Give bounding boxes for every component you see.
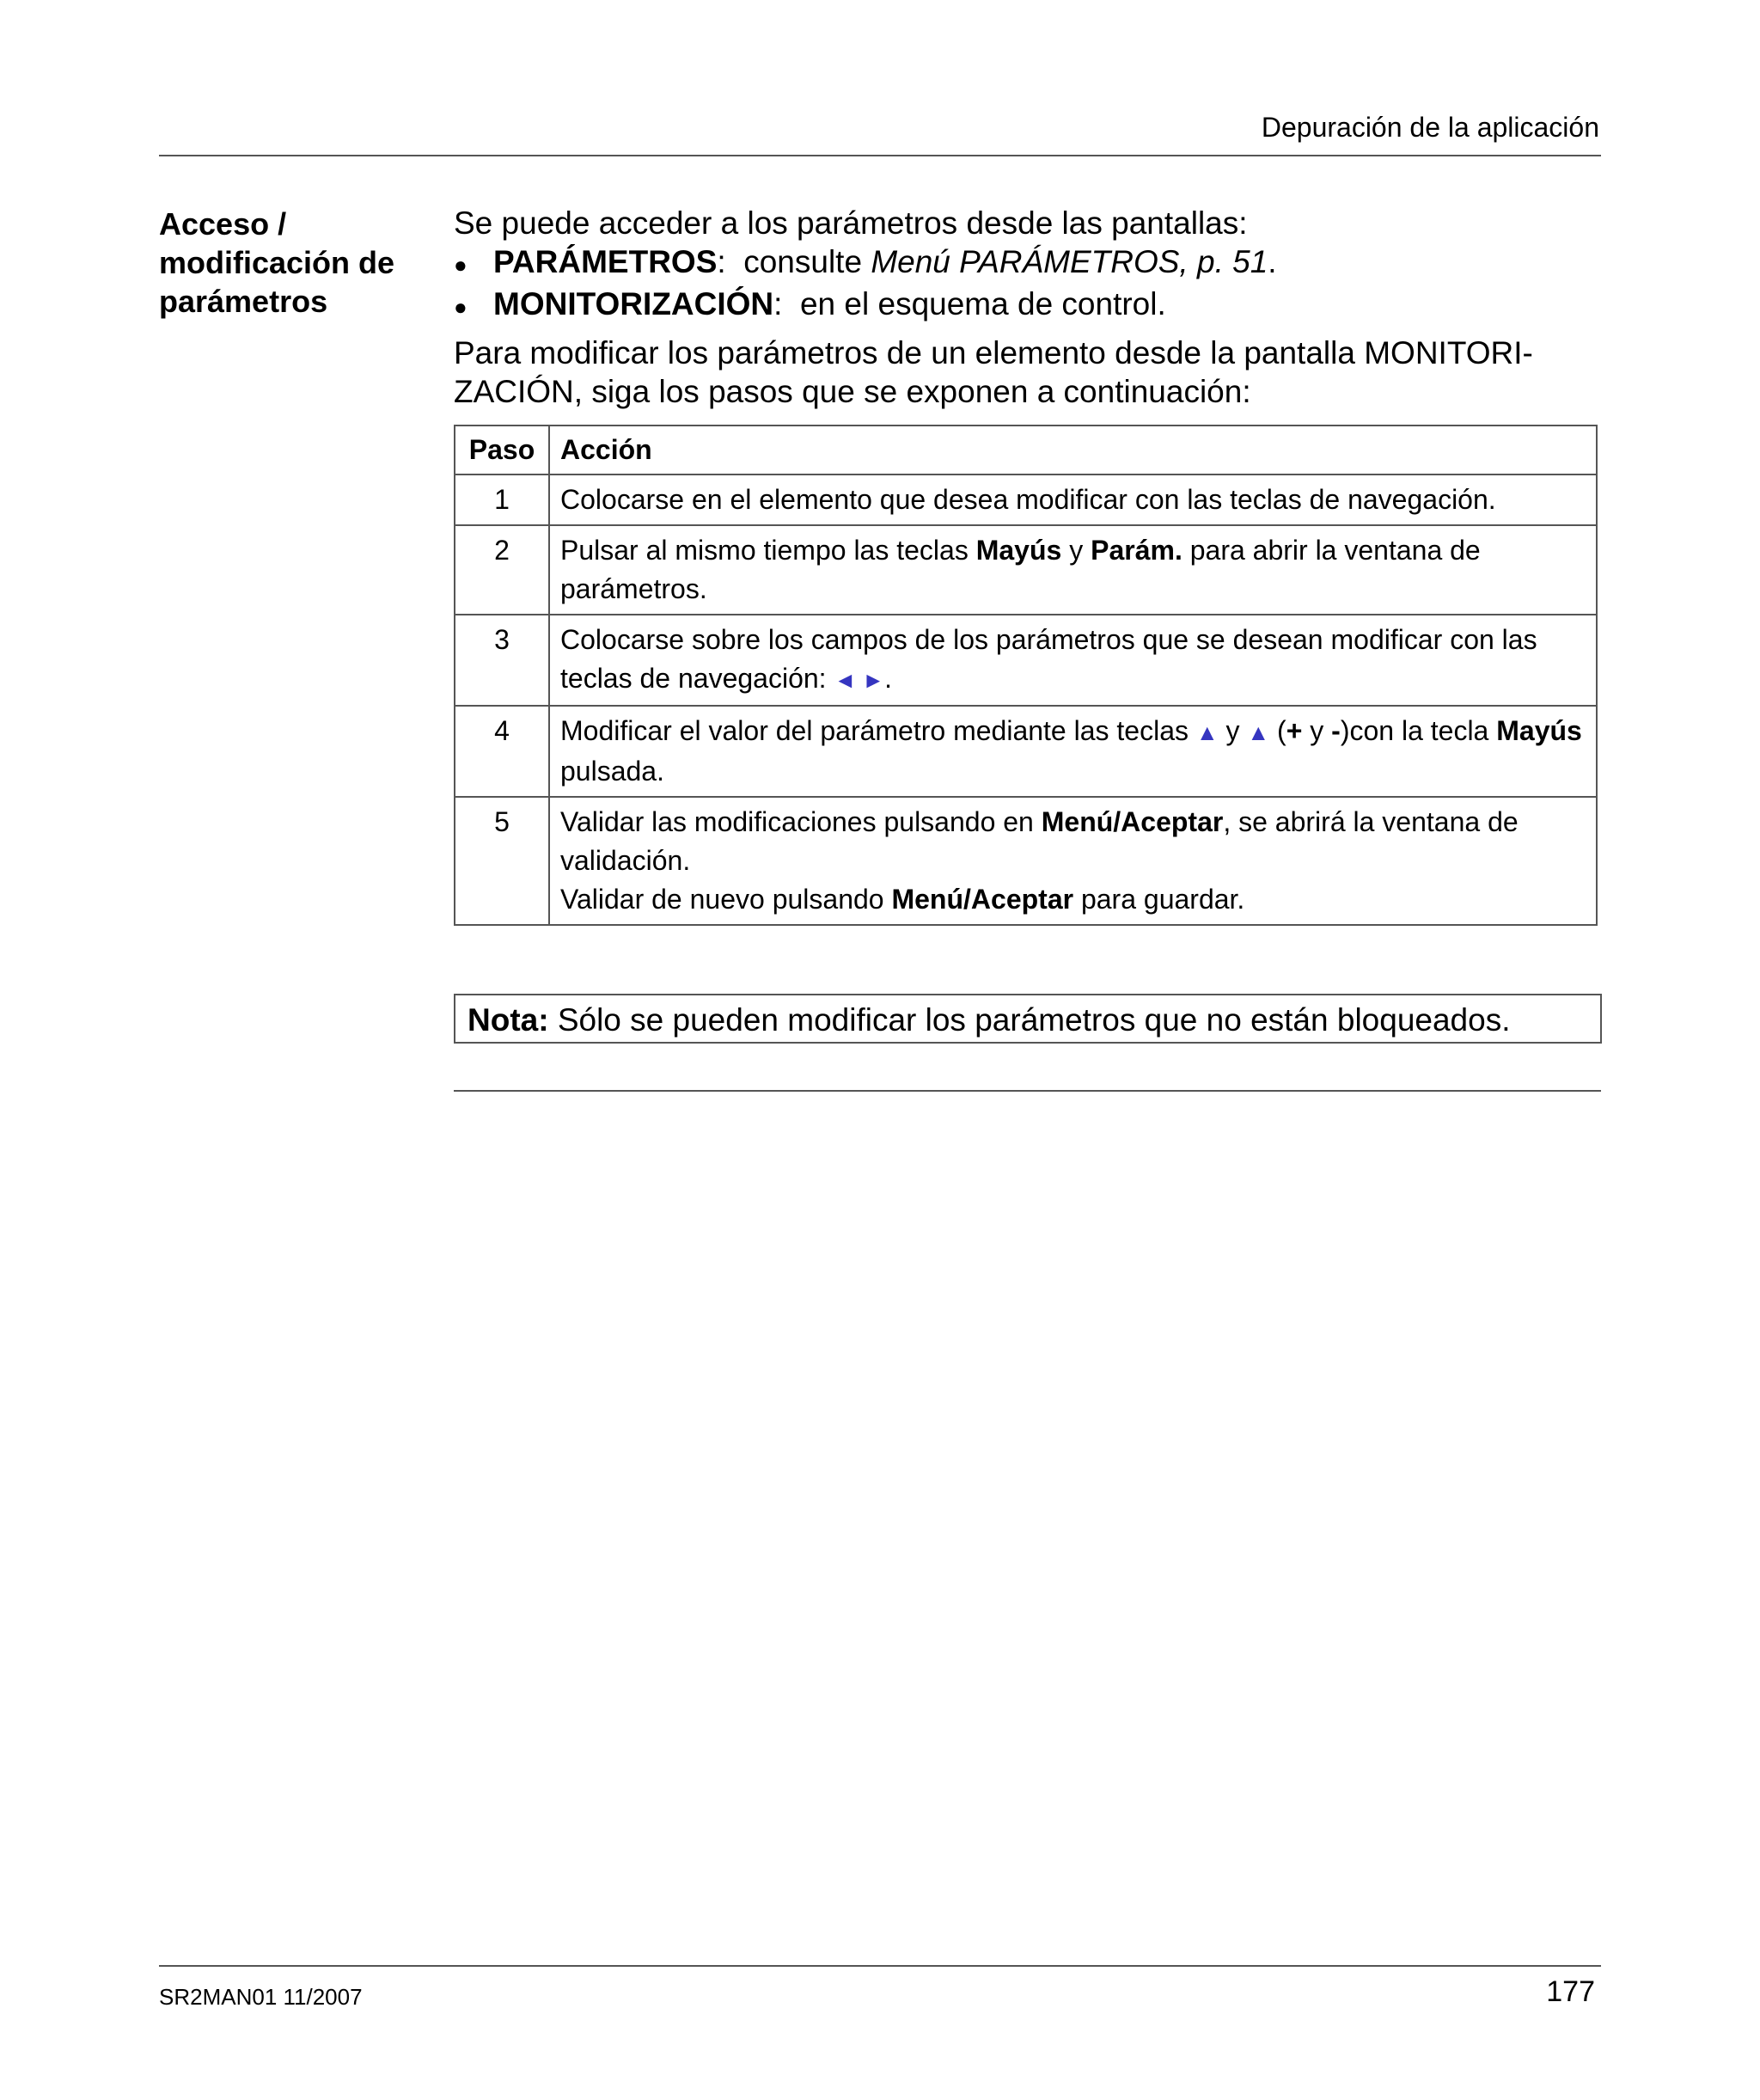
table-row	[455, 615, 1597, 706]
document-code: SR2MAN01 11/2007	[159, 1984, 363, 2010]
action-text: para abrir la ventana de parámetros.	[560, 535, 1481, 604]
step-action	[549, 706, 1597, 797]
bullet-item	[454, 285, 1605, 327]
up-arrow-icon: ▲	[1247, 719, 1270, 745]
note-box	[454, 994, 1602, 1044]
action-text: pulsada.	[560, 756, 664, 787]
column-header-action: Acción	[549, 426, 1597, 474]
action-text: y	[1218, 715, 1248, 746]
action-text: Colocarse sobre los campos de los parámetros que se desean modificar con las teclas de navegación:	[560, 624, 1537, 694]
steps-table-body	[455, 474, 1597, 925]
action-text: )con la tecla	[1340, 715, 1497, 746]
cross-reference-link[interactable]: Menú PARÁMETROS, p. 51	[871, 244, 1268, 279]
key-name: Menú/Aceptar	[1041, 806, 1224, 837]
footer-rule	[159, 1965, 1601, 1967]
section-end-rule	[454, 1090, 1601, 1092]
key-name: Parám.	[1091, 535, 1182, 566]
key-name: Mayús	[975, 535, 1062, 566]
key-name: +	[1286, 715, 1303, 746]
column-header-step: Paso	[455, 426, 549, 474]
up-arrow-icon: ▲	[1195, 719, 1219, 745]
key-name: Mayús	[1496, 715, 1582, 746]
page-number: 177	[1546, 1975, 1595, 2008]
key-name: -	[1331, 715, 1341, 746]
section-title-line: Acceso /	[159, 206, 287, 242]
instructions-paragraph	[454, 334, 1605, 411]
bullet-sep: :	[717, 244, 744, 279]
step-number: 2	[455, 525, 549, 615]
bullet-end: .	[1268, 244, 1277, 279]
step-action	[549, 525, 1597, 615]
steps-table	[454, 425, 1598, 926]
table-row	[455, 525, 1597, 615]
key-name: Menú/Aceptar	[891, 884, 1074, 915]
intro-line: Se puede acceder a los parámetros desde las pantallas:	[454, 205, 1248, 241]
step-number: 4	[455, 706, 549, 797]
table-header-row	[455, 426, 1597, 474]
step-action	[549, 615, 1597, 706]
step-action	[549, 474, 1597, 525]
bullet-item	[454, 242, 1605, 285]
action-text: Modificar el valor del parámetro mediante las teclas	[560, 715, 1196, 746]
action-text: Validar de nuevo pulsando	[560, 884, 892, 915]
action-text: (	[1269, 715, 1286, 746]
step-number: 5	[455, 797, 549, 925]
bullet-icon: ●	[454, 294, 468, 320]
section-title-line: modificación de	[159, 245, 395, 280]
bullet-text	[493, 242, 1277, 281]
bullet-text	[493, 285, 1166, 323]
bullet-plain: en el esquema de control.	[799, 286, 1166, 321]
action-text: Validar las modificaciones pulsando en	[560, 806, 1042, 837]
table-row	[455, 706, 1597, 797]
action-text: y	[1302, 715, 1332, 746]
running-header: Depuración de la aplicación	[1261, 112, 1599, 143]
intro-block	[454, 204, 1605, 327]
note-label: Nota:	[468, 1002, 549, 1038]
bullet-sep: :	[773, 286, 800, 321]
bullet-plain: consulte	[743, 244, 871, 279]
table-row	[455, 797, 1597, 925]
left-right-arrow-icons: ◄ ►	[834, 667, 885, 693]
section-title	[159, 205, 434, 321]
paragraph-line: ZACIÓN, siga los pasos que se exponen a continuación:	[454, 374, 1251, 409]
bullet-bold: MONITORIZACIÓN	[493, 286, 774, 321]
action-text: Pulsar al mismo tiempo las teclas	[560, 535, 976, 566]
step-number: 1	[455, 474, 549, 525]
bullet-icon: ●	[454, 252, 468, 278]
section-title-line: parámetros	[159, 284, 328, 319]
action-text: , se abrirá la ventana de validación.	[560, 806, 1519, 876]
table-row	[455, 474, 1597, 525]
action-text: y	[1061, 535, 1091, 566]
step-action	[549, 797, 1597, 925]
action-text: .	[884, 663, 893, 694]
action-text: Colocarse en el elemento que desea modificar con las teclas de navegación.	[560, 484, 1496, 515]
step-number: 3	[455, 615, 549, 706]
paragraph-line: Para modificar los parámetros de un elemento desde la pantalla MONITORI-	[454, 335, 1533, 370]
note-text: Sólo se pueden modificar los parámetros que no están bloqueados.	[548, 1002, 1511, 1038]
action-text: para guardar.	[1073, 884, 1245, 915]
header-rule	[159, 155, 1601, 156]
bullet-bold: PARÁMETROS	[493, 244, 718, 279]
